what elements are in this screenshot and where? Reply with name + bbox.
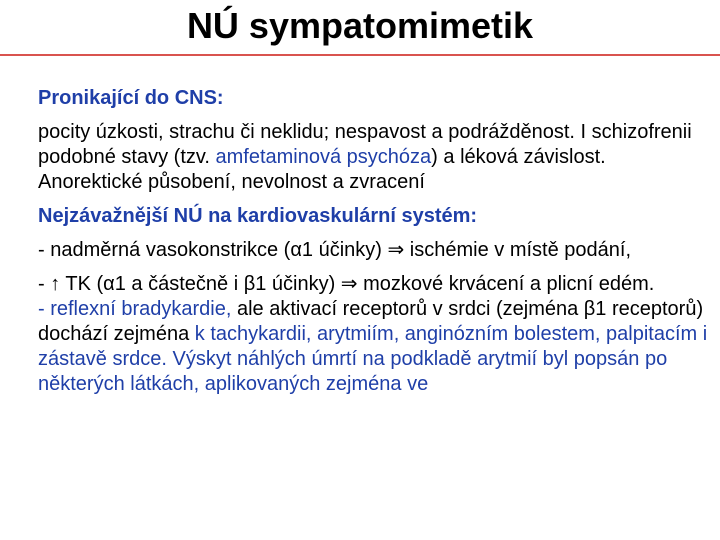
cns-text-part1: pocity úzkosti, strachu či neklidu; nespavost a podrážděnost. I schizofrenii podobné stavy (tzv. <box>38 121 692 168</box>
bradycardia-text: ale aktivací receptorů v srdci (zejména β1 receptorů) dochází zejména <box>38 298 704 345</box>
bradycardia-highlight: - reflexní bradykardie, <box>38 298 232 320</box>
cardio-item-bradycardia <box>38 297 710 397</box>
cardio-item-vasoconstriction: - nadměrná vasokonstrikce (α1 účinky) ⇒ ischémie v místě podání, <box>38 239 631 261</box>
slide-content <box>38 86 710 397</box>
cns-heading: Pronikající do CNS: <box>38 87 224 109</box>
cardio-heading: Nejzávažnější NÚ na kardiovaskulární systém: <box>38 205 478 227</box>
page-title: NÚ sympatomimetik <box>186 5 534 46</box>
cns-text-highlight: amfetaminová psychóza <box>215 146 432 168</box>
cns-paragraph <box>38 120 710 195</box>
tachycardia-highlight: k tachykardii, arytmiím, anginózním bolestem, palpitacím i zástavě srdce. Výskyt náhlých úmrtí na podkladě arytmií byl popsán po některých látkách, aplikovaných zejména ve <box>38 323 708 395</box>
cns-text-part2: ) a léková závislost. Anorektické působení, nevolnost a zvracení <box>38 146 606 193</box>
title-divider <box>0 54 720 56</box>
cardio-item-blood-pressure: - ↑ TK (α1 a částečně i β1 účinky) ⇒ mozkové krvácení a plicní edém. <box>38 273 655 295</box>
